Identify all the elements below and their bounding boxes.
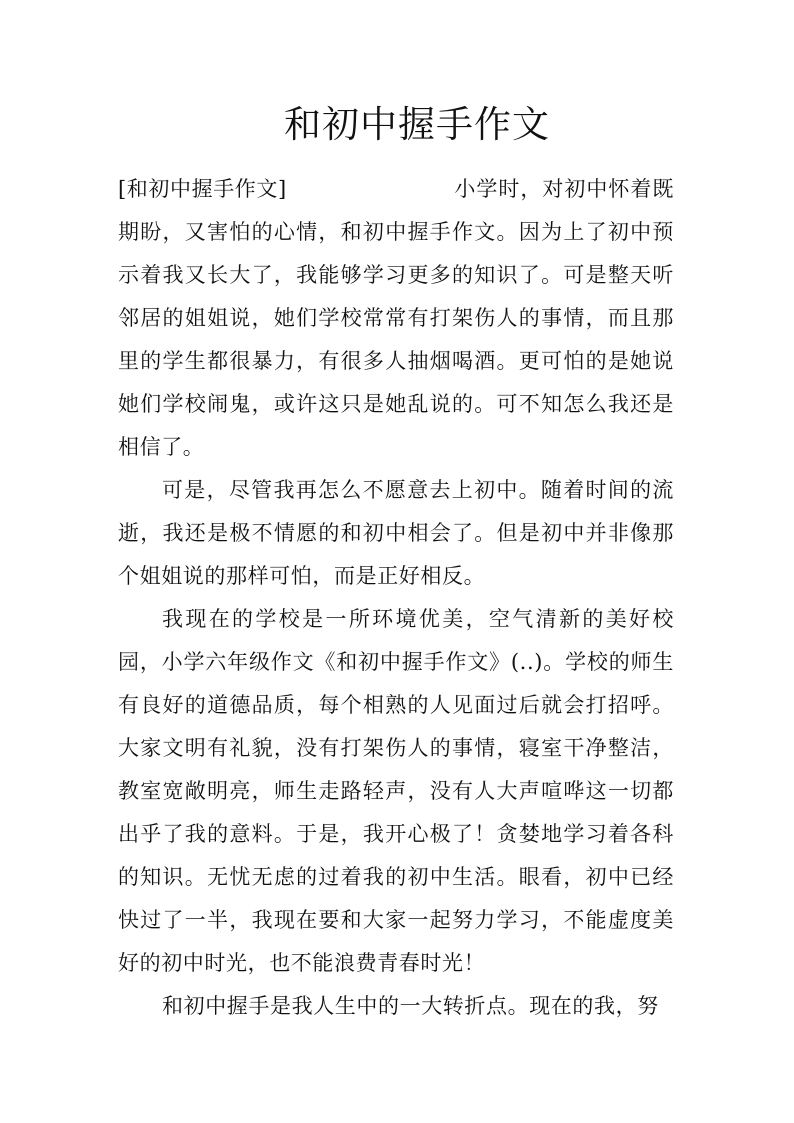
document-body [118, 168, 674, 1028]
paragraph-2: 可是，尽管我再怎么不愿意去上初中。随着时间的流逝，我还是极不情愿的和初中相会了。但是初中并非像那个姐姐说的那样可怕，而是正好相反。 [118, 478, 674, 588]
paragraph-1-text: 小学时，对初中怀着既期盼，又害怕的心情，和初中握手作文。因为上了初中预示着我又长大了，我能够学习更多的知识了。可是整天听邻居的姐姐说，她们学校常常有打架伤人的事情，而且那里的学生都很暴力，有很多人抽烟喝酒。更可怕的是她说她们学校闹鬼，或许这只是她乱说的。可不知怎么我还是相信了。 [118, 177, 674, 459]
paragraph-4: 和初中握手是我人生中的一大转折点。现在的我，努 [162, 994, 659, 1018]
document-title: 和初中握手作文 [284, 103, 550, 146]
paragraph-3: 我现在的学校是一所环境优美，空气清新的美好校园，小学六年级作文《和初中握手作文》(..)。学校的师生有良好的道德品质，每个相熟的人见面过后就会打招呼。大家文明有礼貌，没有打架伤人的事情，寝室干净整洁，教室宽敞明亮，师生走路轻声，没有人大声喧哗这一切都出乎了我的意料。于是，我开心极了！贪婪地学习着各科的知识。无忧无虑的过着我的初中生活。眼看，初中已经快过了一半，我现在要和大家一起努力学习，不能虚度美好的初中时光，也不能浪费青春时光！ [118, 607, 674, 975]
paragraph-1 [118, 168, 674, 469]
lead-tag: [和初中握手作文] [118, 177, 287, 201]
